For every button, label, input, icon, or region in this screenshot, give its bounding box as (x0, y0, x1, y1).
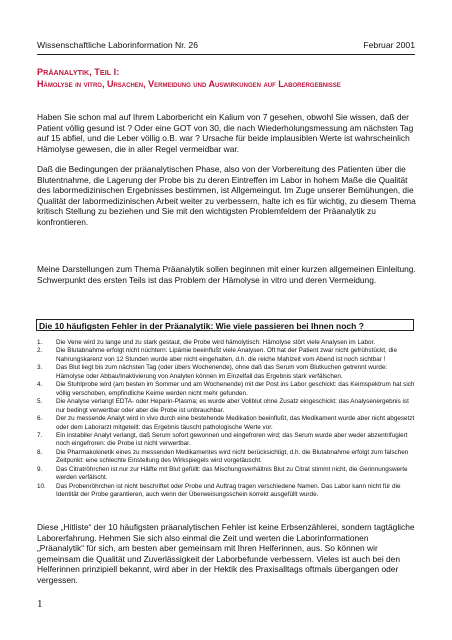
list-item (37, 483, 417, 500)
intro-paragraph-3: Meine Darstellungen zum Thema Präanalytik sollen beginnen mit einer kurzen allgemeinen Einleitung. Schwerpunkt des ersten Teils ist das Problem der Hämolyse in vitro und deren Vermeidung. (37, 264, 416, 285)
title-part: I: (111, 67, 120, 77)
item-text: Die Pharmakokinetik eines zu messenden Medikamentes wird nicht berücksichtigt, d.h. die Blutabnahme erfolgt zum falschen Zeitpunkt: eine schlechte Einstellung des Wirkspiegels wird vorgetäuscht. (56, 448, 409, 465)
list-item (37, 347, 417, 364)
item-number: 1. (37, 339, 43, 346)
header-rule (37, 54, 415, 55)
item-text: Das Probenröhrchen ist nicht beschriftet oder Probe und Auftrag tragen verschiedene Namen. Das Labor kann nicht für die Identität der Probe garantieren, auch wenn der Überweisungsschein korrekt ausgefüllt wurde. (56, 482, 401, 499)
list-item (37, 415, 417, 432)
item-number: 7. (37, 431, 43, 439)
list-item (37, 339, 417, 347)
item-number: 9. (37, 465, 43, 473)
errors-list (37, 339, 417, 500)
item-text: Das Citratröhrchen ist nur zur Hälfte mit Blut gefüllt: das Mischungsverhältnis Blut zu Citrat stimmt nicht, die Gerinnungswerte werden verfälscht. (56, 465, 408, 482)
item-text: Der zu messende Analyt wird in vivo durch eine bestehende Medikation beeinflußt, das Medikament wurde aber nicht abgesetzt oder dem Laborarzt mitgeteilt: das Ergebnis täuscht pathologische Werte vor. (56, 415, 415, 431)
list-item (37, 449, 417, 466)
header-date: Februar 2001 (363, 40, 415, 50)
item-number: 10. (37, 482, 46, 490)
intro-paragraph-1: Haben Sie schon mal auf Ihrem Laborbericht ein Kalium von 7 gesehen, obwohl Sie wissen, daß der Patient völlig gesund ist ? Oder eine GOT von 30, die nach Wiederholungsmessung am nächsten Tag auf 15 abfiel, und die Leber völlig o.B. war ? Ursache für beide implausiblen Werte ist wahrscheinlich Hämolyse gewesen, die in aller Regel vermeidbar war. (37, 112, 414, 154)
list-item (37, 398, 417, 415)
item-number: 6. (37, 415, 43, 423)
list-item (37, 466, 417, 483)
list-item (37, 364, 417, 381)
item-text: Die Stuhlprobe wird (am besten im Sommer und am Wochenende) mit der Post ins Labor geschickt: das Keimspektrum hat sich völlig verschoben, empfindliche Keime werden nicht mehr gefunden. (56, 381, 415, 397)
title-line-2: Hämolyse in vitro, Ursachen, Vermeidung und Auswirkungen auf Laborergebnisse (37, 78, 341, 89)
item-number: 4. (37, 381, 43, 389)
header-title: Wissenschaftliche Laborinformation Nr. 26 (37, 40, 198, 50)
page-header (37, 40, 415, 52)
article-title (37, 67, 415, 89)
list-item (37, 381, 417, 398)
errors-heading-box: Die 10 häufigsten Fehler in der Präanalytik: Wie viele passieren bei Ihnen noch ? (36, 319, 414, 331)
title-part: RÄANALYTIK (43, 68, 90, 77)
intro-paragraph-2: Daß die Bedingungen der präanalytischen Phase, also von der Vorbereitung des Patienten über die Blutentnahme, die Lagerung der Probe bis zu deren Eintreffen im Labor in hohem Maße die Qualität des labormedizinischen Ergebnisses bestimmen, ist Allgemeingut. Im Zuge unserer Bemühungen, die Qualität der labormedizinischen Arbeit weiter zu verbessern, halte ich es für wichtig, zu diesem Thema kritisch Stellung zu beziehen und Sie mit den wichtigsten Problemfeldern der Präanalytik zu konfrontieren. (37, 164, 416, 227)
title-part: , T (89, 67, 100, 77)
item-text: Die Vene wird zu lange und zu stark gestaut, die Probe wird hämolytisch: Hämolyse stört viele Analysen im Labor. (56, 339, 376, 346)
item-text: Die Blutabnahme erfolgt nicht nüchtern: Lipämie beeinflußt viele Analysen. Oft hat der Patient zwar nicht gefrühstückt, die Nahrungskarenz von 12 Stunden wurde aber nicht eingehalten, d.h. die reiche Mahlzeit vom Abend ist noch sichtbar ! (56, 347, 397, 363)
title-part: P (37, 67, 44, 77)
item-number: 3. (37, 364, 43, 372)
list-item (37, 432, 417, 449)
title-line-1 (37, 67, 415, 79)
title-part: EIL (99, 68, 112, 77)
item-text: Ein instabiler Analyt verlangt, daß Serum sofort gewonnen und eingefroren wird; das Serum wurde aber weder abzentrifugiert noch eingefroren: die Probe ist nicht verwertbar. (56, 431, 408, 448)
item-text: Das Blut liegt bis zum nächsten Tag (oder übers Wochenende), ohne daß das Serum vom Blutkuchen getrennt wurde: Hämolyse oder Abbau/Inaktivierung von Analyten können im Einzelfall das Ergebnis stark verfälschen. (56, 364, 388, 380)
closing-paragraph: Diese „Hitliste“ der 10 häufigsten präanalytischen Fehler ist keine Erbsenzählerei, sondern tagtägliche Laborerfahrung. Hehmen Sie sich also einmal die Zeit und werten die Laborinformationen „Präanalytik“ für sich, am besten aber gemeinsam mit Ihren Helferinnen, aus. So können wir gemeinsam die Qualität und Zuverlässigkeit der Laborbefunde verbessern. Vieles ist auch bei den Helferinnen prinzipiell bekannt, wird aber in der Hektik des Praxisalltags oftmals übergangen oder vergessen. (37, 522, 415, 585)
item-number: 8. (37, 448, 43, 456)
item-text: Die Analyse verlangt EDTA- oder Heparin-Plasma; es wurde aber Vollblut ohne Zusatz eingeschickt: das Analysenergebnis ist nur bedingt verwertbar oder aber die Probe ist unbrauchbar. (56, 398, 409, 414)
item-number: 2. (37, 347, 43, 355)
item-number: 5. (37, 398, 43, 406)
page-number: 1 (37, 598, 43, 610)
